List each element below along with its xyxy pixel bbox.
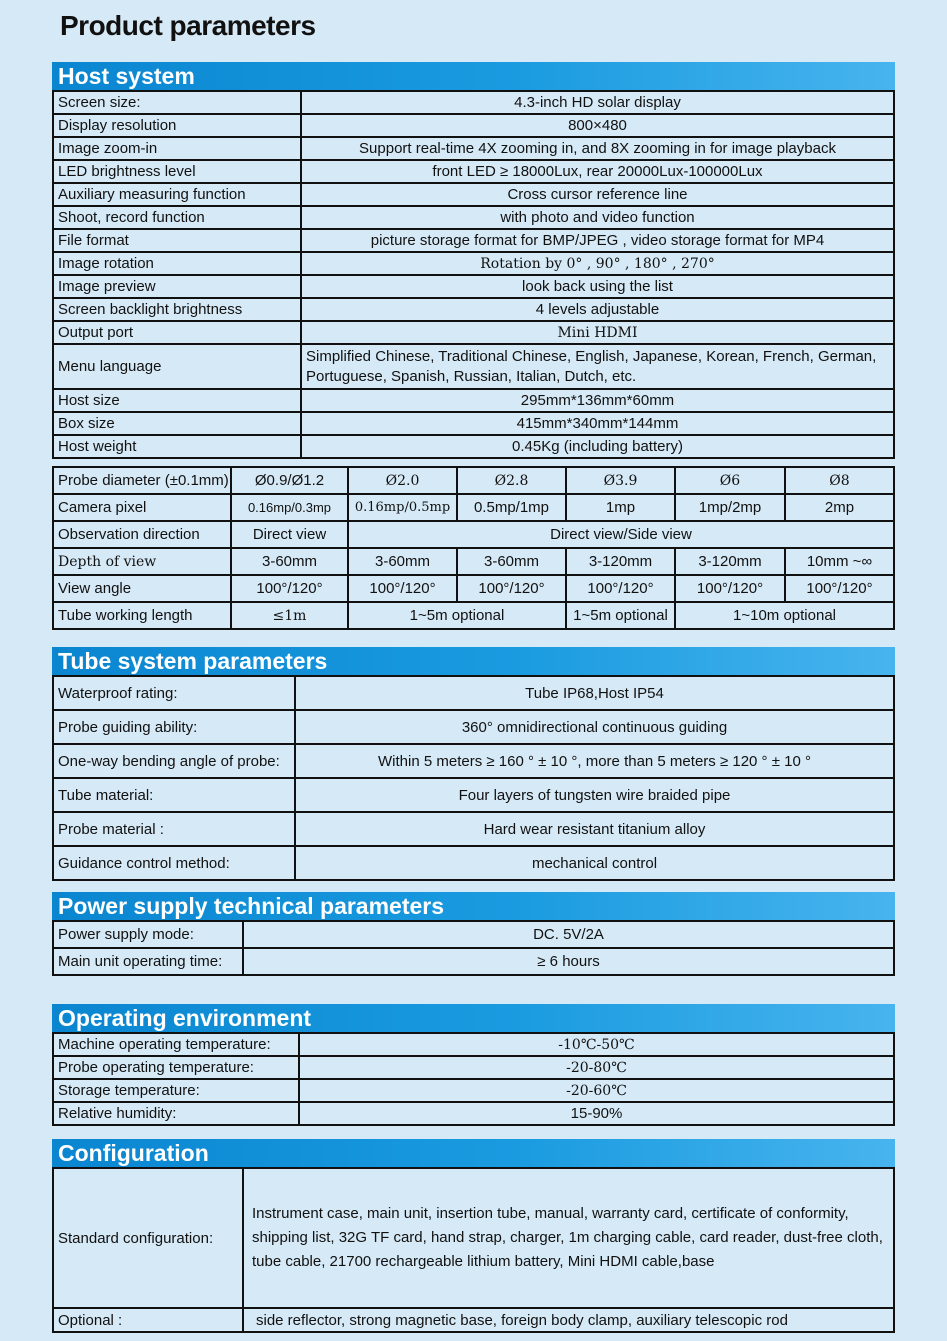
- host-row: [53, 183, 894, 206]
- power-supply-table: [52, 920, 895, 976]
- camera-pixel-cell: 0.5mp/1mp: [457, 494, 566, 521]
- tube-row: [53, 812, 894, 846]
- operating-environment-header: Operating environment: [52, 1004, 895, 1032]
- depth-of-view-cell: 3-120mm: [566, 548, 675, 575]
- optional-configuration-row: [53, 1308, 894, 1332]
- page-title: Product parameters: [60, 10, 316, 41]
- host-row-value: Mini HDMI: [301, 321, 894, 344]
- host-system-header: Host system: [52, 62, 895, 90]
- host-row: [53, 229, 894, 252]
- tube-working-length-cell: ≤1m: [231, 602, 348, 629]
- env-row-label: Storage temperature:: [53, 1079, 299, 1102]
- host-row: [53, 206, 894, 229]
- host-row-label: File format: [53, 229, 301, 252]
- camera-pixel-cell: 0.16mp/0.5mp: [348, 494, 457, 521]
- probe-diameter-row: [53, 467, 894, 494]
- camera-pixel-row: [53, 494, 894, 521]
- view-angle-cell: 100°/120°: [231, 575, 348, 602]
- observation-direction-cell: Direct view/Side view: [348, 521, 894, 548]
- tube-working-length-cell: 1~5m optional: [566, 602, 675, 629]
- host-row: [53, 91, 894, 114]
- host-row-value: 4 levels adjustable: [301, 298, 894, 321]
- tube-row-value: Tube IP68,Host IP54: [295, 676, 894, 710]
- depth-of-view-cell: 10mm ~∞: [785, 548, 894, 575]
- host-row: [53, 344, 894, 389]
- tube-row: [53, 846, 894, 880]
- power-row: [53, 948, 894, 975]
- host-row-label: Auxiliary measuring function: [53, 183, 301, 206]
- tube-row-value: Within 5 meters ≥ 160 ° ± 10 °, more than 5 meters ≥ 120 ° ± 10 °: [295, 744, 894, 778]
- host-system-section: [52, 62, 895, 459]
- tube-working-length-cell: 1~10m optional: [675, 602, 894, 629]
- probe-diameter-cell: Ø8: [785, 467, 894, 494]
- env-row-value: -20-60℃: [299, 1079, 894, 1102]
- tube-row-label: Probe material :: [53, 812, 295, 846]
- env-row-value: 15-90%: [299, 1102, 894, 1125]
- power-supply-header: Power supply technical parameters: [52, 892, 895, 920]
- host-row-label: Screen backlight brightness: [53, 298, 301, 321]
- host-row-label: Display resolution: [53, 114, 301, 137]
- tube-row-label: One-way bending angle of probe:: [53, 744, 295, 778]
- host-row: [53, 275, 894, 298]
- depth-of-view-cell: 3-60mm: [348, 548, 457, 575]
- host-row: [53, 412, 894, 435]
- tube-working-length-label: Tube working length: [53, 602, 231, 629]
- depth-of-view-cell: 3-60mm: [457, 548, 566, 575]
- view-angle-cell: 100°/120°: [785, 575, 894, 602]
- env-row-label: Probe operating temperature:: [53, 1056, 299, 1079]
- host-row: [53, 298, 894, 321]
- operating-environment-section: [52, 1004, 895, 1126]
- optional-configuration-value: side reflector, strong magnetic base, foreign body clamp, auxiliary telescopic rod: [243, 1308, 894, 1332]
- tube-row-value: Four layers of tungsten wire braided pipe: [295, 778, 894, 812]
- tube-row-label: Tube material:: [53, 778, 295, 812]
- power-row-label: Power supply mode:: [53, 921, 243, 948]
- power-row-value: DC. 5V/2A: [243, 921, 894, 948]
- power-supply-section: [52, 892, 895, 976]
- tube-system-header: Tube system parameters: [52, 647, 895, 675]
- depth-of-view-cell: 3-120mm: [675, 548, 785, 575]
- host-row-label: Host weight: [53, 435, 301, 458]
- host-row-label: Image preview: [53, 275, 301, 298]
- camera-pixel-cell: 0.16mp/0.3mp: [231, 494, 348, 521]
- host-row-value: with photo and video function: [301, 206, 894, 229]
- host-row-value: 0.45Kg (including battery): [301, 435, 894, 458]
- host-row-value: 4.3-inch HD solar display: [301, 91, 894, 114]
- standard-configuration-label: Standard configuration:: [53, 1168, 243, 1308]
- probe-diameter-label: Probe diameter (±0.1mm): [53, 467, 231, 494]
- host-row: [53, 389, 894, 412]
- tube-working-length-cell: 1~5m optional: [348, 602, 566, 629]
- camera-pixel-cell: 1mp: [566, 494, 675, 521]
- host-row: [53, 137, 894, 160]
- host-row: [53, 435, 894, 458]
- env-row: [53, 1033, 894, 1056]
- view-angle-cell: 100°/120°: [675, 575, 785, 602]
- host-row-value: 800×480: [301, 114, 894, 137]
- host-row: [53, 252, 894, 275]
- tube-system-table: [52, 675, 895, 881]
- view-angle-row: [53, 575, 894, 602]
- operating-environment-table: [52, 1032, 895, 1126]
- probe-diameter-cell: Ø3.9: [566, 467, 675, 494]
- host-row-label: Image rotation: [53, 252, 301, 275]
- env-row-value: -20-80℃: [299, 1056, 894, 1079]
- optional-configuration-label: Optional :: [53, 1308, 243, 1332]
- tube-row: [53, 710, 894, 744]
- configuration-section: [52, 1139, 895, 1333]
- host-row-value: 295mm*136mm*60mm: [301, 389, 894, 412]
- probe-section: [52, 466, 895, 630]
- tube-row-value: Hard wear resistant titanium alloy: [295, 812, 894, 846]
- host-row: [53, 160, 894, 183]
- configuration-header: Configuration: [52, 1139, 895, 1167]
- depth-of-view-label: Depth of view: [53, 548, 231, 575]
- host-row-value: picture storage format for BMP/JPEG , video storage format for MP4: [301, 229, 894, 252]
- tube-row: [53, 676, 894, 710]
- camera-pixel-cell: 2mp: [785, 494, 894, 521]
- host-row-label: Screen size:: [53, 91, 301, 114]
- probe-diameter-cell: Ø2.0: [348, 467, 457, 494]
- tube-row-value: mechanical control: [295, 846, 894, 880]
- host-row-label: Output port: [53, 321, 301, 344]
- observation-direction-label: Observation direction: [53, 521, 231, 548]
- host-row-value: Simplified Chinese, Traditional Chinese, English, Japanese, Korean, French, German, Portuguese, Spanish, Russian, Italian, Dutch, etc.: [301, 344, 894, 389]
- power-row-value: ≥ 6 hours: [243, 948, 894, 975]
- camera-pixel-label: Camera pixel: [53, 494, 231, 521]
- host-row-value: Rotation by 0° , 90° , 180° , 270°: [301, 252, 894, 275]
- probe-diameter-cell: Ø6: [675, 467, 785, 494]
- observation-direction-cell: Direct view: [231, 521, 348, 548]
- host-row-value: Cross cursor reference line: [301, 183, 894, 206]
- configuration-table: [52, 1167, 895, 1333]
- host-row: [53, 321, 894, 344]
- tube-working-length-row: [53, 602, 894, 629]
- env-row: [53, 1079, 894, 1102]
- standard-configuration-value: Instrument case, main unit, insertion tube, manual, warranty card, certificate of conformity, shipping list, 32G TF card, hand strap, charger, 1m charging cable, card reader, dust-free cloth, tube cable, 21700 rechargeable lithium battery, Mini HDMI cable,base: [243, 1168, 894, 1308]
- depth-of-view-cell: 3-60mm: [231, 548, 348, 575]
- view-angle-label: View angle: [53, 575, 231, 602]
- tube-row-label: Waterproof rating:: [53, 676, 295, 710]
- view-angle-cell: 100°/120°: [348, 575, 457, 602]
- observation-direction-row: [53, 521, 894, 548]
- tube-row-label: Probe guiding ability:: [53, 710, 295, 744]
- tube-row-label: Guidance control method:: [53, 846, 295, 880]
- power-row: [53, 921, 894, 948]
- host-row: [53, 114, 894, 137]
- host-row-label: Image zoom-in: [53, 137, 301, 160]
- host-row-label: Shoot, record function: [53, 206, 301, 229]
- tube-row-value: 360° omnidirectional continuous guiding: [295, 710, 894, 744]
- view-angle-cell: 100°/120°: [457, 575, 566, 602]
- tube-row: [53, 744, 894, 778]
- env-row: [53, 1056, 894, 1079]
- probe-table: [52, 466, 895, 630]
- depth-of-view-row: [53, 548, 894, 575]
- host-system-table: [52, 90, 895, 459]
- probe-diameter-cell: Ø0.9/Ø1.2: [231, 467, 348, 494]
- host-row-value: Support real-time 4X zooming in, and 8X zooming in for image playback: [301, 137, 894, 160]
- host-row-value: 415mm*340mm*144mm: [301, 412, 894, 435]
- env-row-value: -10℃-50℃: [299, 1033, 894, 1056]
- probe-diameter-cell: Ø2.8: [457, 467, 566, 494]
- env-row-label: Machine operating temperature:: [53, 1033, 299, 1056]
- host-row-value: look back using the list: [301, 275, 894, 298]
- camera-pixel-cell: 1mp/2mp: [675, 494, 785, 521]
- host-row-value: front LED ≥ 18000Lux, rear 20000Lux-100000Lux: [301, 160, 894, 183]
- standard-configuration-row: [53, 1168, 894, 1308]
- view-angle-cell: 100°/120°: [566, 575, 675, 602]
- host-row-label: LED brightness level: [53, 160, 301, 183]
- env-row-label: Relative humidity:: [53, 1102, 299, 1125]
- power-row-label: Main unit operating time:: [53, 948, 243, 975]
- env-row: [53, 1102, 894, 1125]
- host-row-label: Menu language: [53, 344, 301, 389]
- tube-row: [53, 778, 894, 812]
- tube-system-section: [52, 647, 895, 881]
- host-row-label: Host size: [53, 389, 301, 412]
- host-row-label: Box size: [53, 412, 301, 435]
